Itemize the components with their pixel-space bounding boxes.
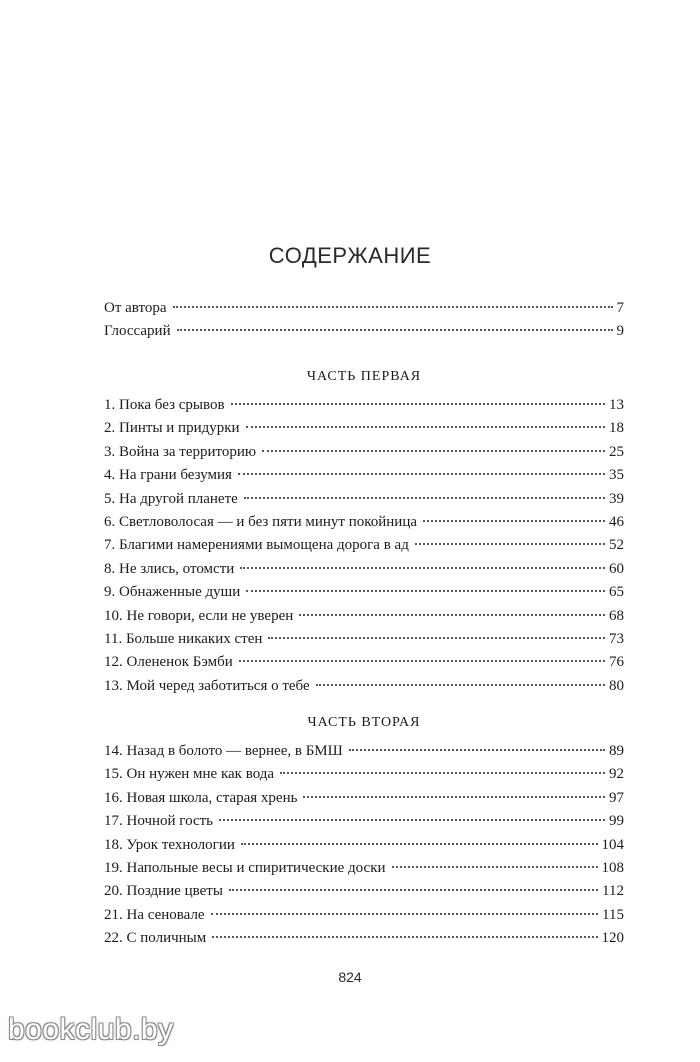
toc-entry-page: 25 (609, 443, 624, 460)
toc-entry-label: 18. Урок технологии (104, 836, 235, 853)
dot-leader (240, 567, 605, 569)
watermark: bookclub.by (8, 1013, 174, 1046)
dot-leader (392, 866, 598, 868)
toc-entry (104, 857, 624, 880)
toc-entry-label: 21. На сеновале (104, 906, 205, 923)
dot-leader (303, 796, 605, 798)
toc-entry (104, 904, 624, 927)
dot-leader (231, 403, 605, 405)
dot-leader (246, 426, 605, 428)
toc-entry-page: 108 (601, 859, 624, 876)
toc-entry-page: 80 (609, 677, 624, 694)
dot-leader (239, 660, 605, 662)
toc-entry-label: 5. На другой планете (104, 490, 238, 507)
toc-entry-label: 9. Обнаженные души (104, 584, 241, 601)
toc-entry-label: 2. Пинты и придурки (104, 420, 240, 437)
toc-entry-label: 13. Мой черед заботиться о тебе (104, 677, 310, 694)
toc-entry (104, 417, 624, 440)
toc-entry-label: 22. С поличным (104, 930, 207, 947)
dot-leader (177, 329, 613, 331)
toc-entry-label: От автора (104, 300, 167, 316)
toc-entry (104, 740, 624, 763)
toc-entry-label: 17. Ночной гость (104, 813, 213, 830)
front-matter-list (104, 297, 624, 344)
dot-leader (219, 819, 605, 821)
toc-entry (104, 880, 624, 903)
toc-entry-page: 112 (602, 883, 624, 900)
dot-leader (299, 614, 605, 616)
toc-entry-label: 15. Он нужен мне как вода (104, 766, 275, 783)
toc-entry (104, 810, 624, 833)
dot-leader (211, 913, 598, 915)
toc-entry (104, 787, 624, 810)
toc-entry-page: 60 (609, 560, 624, 577)
toc-entry-page: 99 (609, 813, 624, 830)
toc-entry (104, 441, 624, 464)
toc-entry-label: 12. Олененок Бэмби (104, 654, 233, 671)
toc-entry (104, 927, 624, 950)
toc-entry-page: 89 (609, 743, 624, 759)
page-title: СОДЕРЖАНИЕ (268, 243, 432, 268)
toc-entry (104, 558, 624, 581)
toc-entry-label: 6. Светловолосая — и без пяти минут покойница (104, 513, 418, 530)
toc-entry-page: 97 (609, 789, 624, 806)
dot-leader (316, 684, 605, 686)
toc-entry-page: 115 (602, 906, 624, 923)
dot-leader (262, 450, 605, 452)
dot-leader (268, 637, 605, 639)
toc-entry-label: 10. Не говори, если не уверен (104, 607, 294, 624)
dot-leader (238, 473, 605, 475)
dot-leader (173, 306, 613, 308)
part-one-section (104, 366, 624, 698)
toc-entry-page: 65 (609, 584, 624, 601)
toc-entry-page: 68 (609, 607, 624, 624)
toc-entry-page: 73 (609, 630, 624, 647)
toc-entry (104, 511, 624, 534)
toc-entry-page: 7 (616, 300, 624, 316)
toc-entry (104, 675, 624, 698)
toc-entry-page: 52 (609, 537, 624, 554)
toc-entry-page: 39 (609, 490, 624, 507)
toc-entry-label: 3. Война за территорию (104, 443, 257, 460)
toc-entry (104, 834, 624, 857)
toc-entry-page: 18 (609, 420, 624, 437)
toc-entry-page: 104 (601, 836, 624, 853)
toc-entry-label: 1. Пока без срывов (104, 397, 225, 413)
part-one-heading: ЧАСТЬ ПЕРВАЯ (306, 369, 422, 384)
toc-entry (104, 297, 624, 320)
toc-entry-label: 16. Новая школа, старая хрень (104, 789, 298, 806)
dot-leader (349, 749, 605, 751)
toc-entry-page: 120 (601, 930, 624, 947)
toc-entry-label: 4. На грани безумия (104, 467, 232, 484)
toc-entry (104, 628, 624, 651)
toc-entry-label: Глоссарий (104, 323, 171, 340)
toc-entry (104, 464, 624, 487)
dot-leader (241, 843, 598, 845)
toc-entry-page: 76 (609, 654, 624, 671)
dot-leader (244, 497, 605, 499)
toc-entry (104, 394, 624, 417)
toc-entry-label: 11. Больше никаких стен (104, 630, 263, 647)
toc-entry (104, 320, 624, 343)
dot-leader (423, 520, 605, 522)
dot-leader (229, 889, 598, 891)
toc-entry-page: 35 (609, 467, 624, 484)
toc-entry (104, 763, 624, 786)
toc-entry-label: 7. Благими намерениями вымощена дорога в ад (104, 537, 409, 554)
toc-entry (104, 605, 624, 628)
dot-leader (246, 590, 605, 592)
toc-entry-page: 46 (609, 513, 624, 530)
toc-entry (104, 581, 624, 604)
toc-entry-page: 13 (609, 397, 624, 413)
part-two-heading: ЧАСТЬ ВТОРАЯ (307, 715, 421, 730)
dot-leader (415, 543, 605, 545)
toc-entry-page: 92 (609, 766, 624, 783)
dot-leader (212, 936, 597, 938)
toc-entry (104, 534, 624, 557)
part-two-section (104, 712, 624, 951)
toc-entry-label: 19. Напольные весы и спиритические доски (104, 859, 386, 876)
toc-entry-label: 14. Назад в болото — вернее, в БМШ (104, 743, 343, 759)
toc-entry-label: 8. Не злись, отомсти (104, 560, 235, 577)
toc-entry-page: 9 (616, 323, 624, 340)
toc-entry-label: 20. Поздние цветы (104, 883, 223, 900)
toc-entry (104, 651, 624, 674)
toc-entry (104, 488, 624, 511)
page-number: 824 (338, 969, 362, 985)
dot-leader (280, 772, 605, 774)
